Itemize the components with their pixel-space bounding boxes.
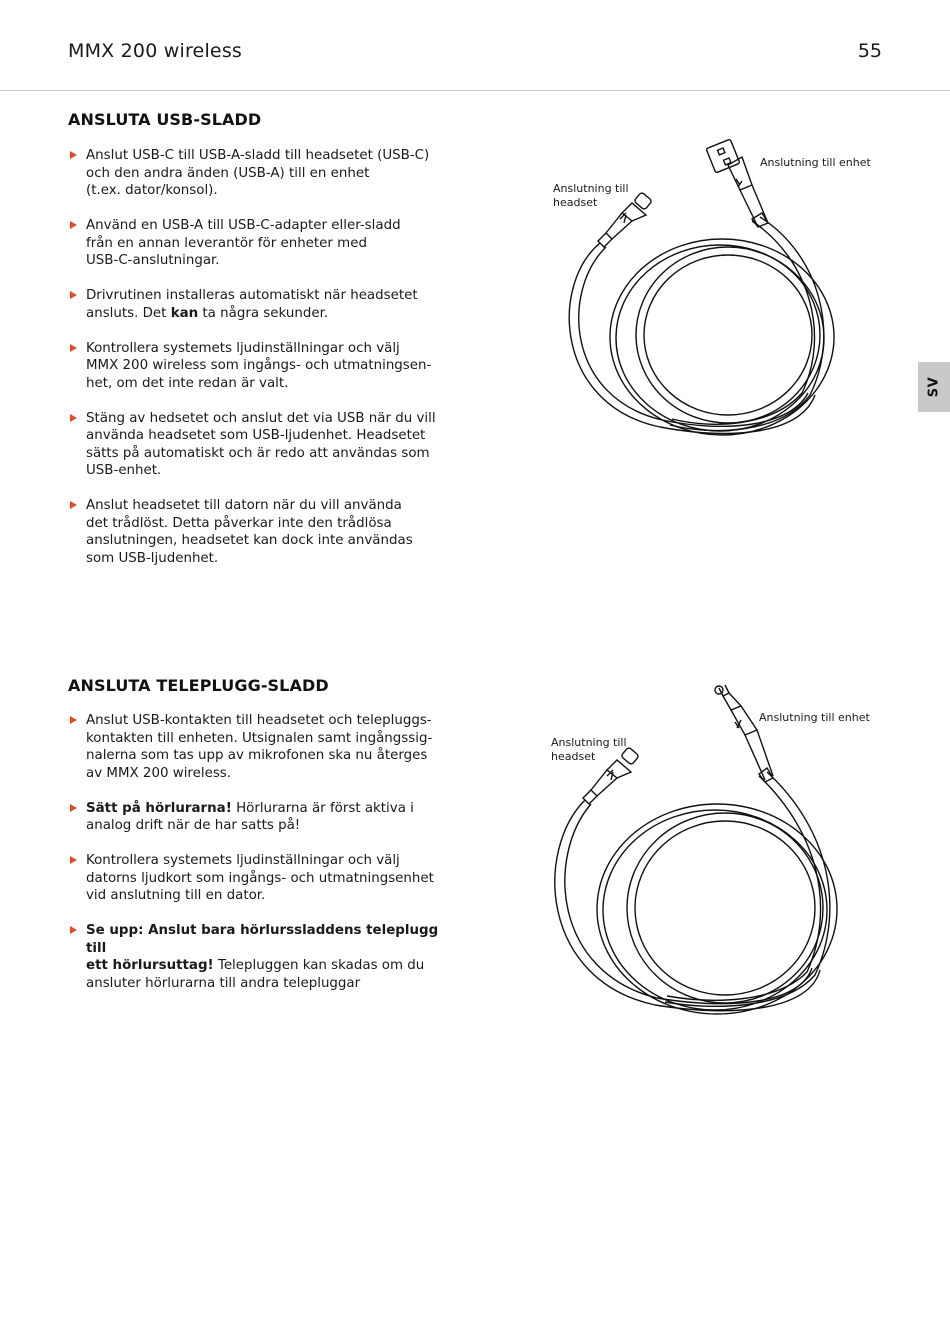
language-tab (918, 362, 950, 412)
label-device-connection-usb: Anslutning till enhet (760, 156, 871, 169)
list-item: Kontrollera systemets ljudinställningar och välj MMX 200 wireless som ingångs- och utmatningsen- het, om det inte redan är valt. (68, 340, 448, 393)
cable-coil (636, 247, 820, 423)
cable-coil (627, 813, 823, 1003)
list-item: Stäng av hedsetet och anslut det via USB när du vill använda headsetet som USB-ljudenhet. Headsetet sätts på automatiskt och är redo att användas som USB-enhet. (68, 410, 448, 480)
section-heading-jack: ANSLUTA TELEPLUGG-SLADD (68, 676, 329, 695)
list-item: Använd en USB-A till USB-C-adapter eller-sladd från en annan leverantör för enheter med USB-C-anslutningar. (68, 217, 448, 270)
bullet-arrow-icon (70, 804, 77, 812)
bullet-arrow-icon (70, 291, 77, 299)
jack-cable-illustration (535, 680, 885, 1020)
bullet-arrow-icon (70, 926, 77, 934)
bullet-arrow-icon (70, 414, 77, 422)
list-item: Anslut USB-kontakten till headsetet och telepluggs- kontakten till enheten. Utsignalen samt ingångssig- nalerna som tas upp av mikrofonen ska nu återges av MMX 200 wireless. (68, 712, 448, 782)
list-item: Drivrutinen installeras automatiskt när headsetet ansluts. Det kan ta några sekunder. (68, 287, 448, 322)
bullet-arrow-icon (70, 501, 77, 509)
bullet-arrow-icon (70, 856, 77, 864)
label-headset-connection-jack: Anslutning till headset (551, 736, 627, 763)
cable-coil (597, 804, 837, 1014)
bullet-arrow-icon (70, 221, 77, 229)
list-item: Sätt på hörlurarna! Hörlurarna är först aktiva i analog drift när de har satts på! (68, 800, 448, 835)
section-heading-usb: ANSLUTA USB-SLADD (68, 110, 262, 129)
header-divider (0, 90, 950, 91)
cable-coil (644, 255, 812, 415)
list-item: Anslut USB-C till USB-A-sladd till headsetet (USB-C) och den andra änden (USB-A) till en enhet (t.ex. dator/konsol). (68, 147, 448, 200)
usb-cable-illustration (540, 135, 885, 440)
cable-coil (635, 821, 815, 995)
document-title: MMX 200 wireless (68, 40, 243, 62)
label-device-connection-jack: Anslutning till enhet (759, 711, 870, 724)
bullet-arrow-icon (70, 151, 77, 159)
label-headset-connection-usb: Anslutning till headset (553, 182, 629, 209)
bullet-arrow-icon (70, 716, 77, 724)
list-item: Se upp: Anslut bara hörlurssladdens teleplugg till ett hörlursuttag! Telepluggen kan skadas om du ansluter hörlurarna till andra telepluggar (68, 922, 448, 992)
list-item: Anslut headsetet till datorn när du vill använda det trådlöst. Detta påverkar inte den trådlösa anslutningen, headsetet kan dock inte användas som USB-ljudenhet. (68, 497, 448, 567)
language-tab-label: SV (926, 376, 942, 398)
usb-instruction-list (68, 147, 448, 567)
bullet-arrow-icon (70, 344, 77, 352)
list-item: Kontrollera systemets ljudinställningar och välj datorns ljudkort som ingångs- och utmatningsenhet vid anslutning till en dator. (68, 852, 448, 905)
page-number: 55 (857, 40, 882, 62)
jack-instruction-list (68, 712, 448, 992)
